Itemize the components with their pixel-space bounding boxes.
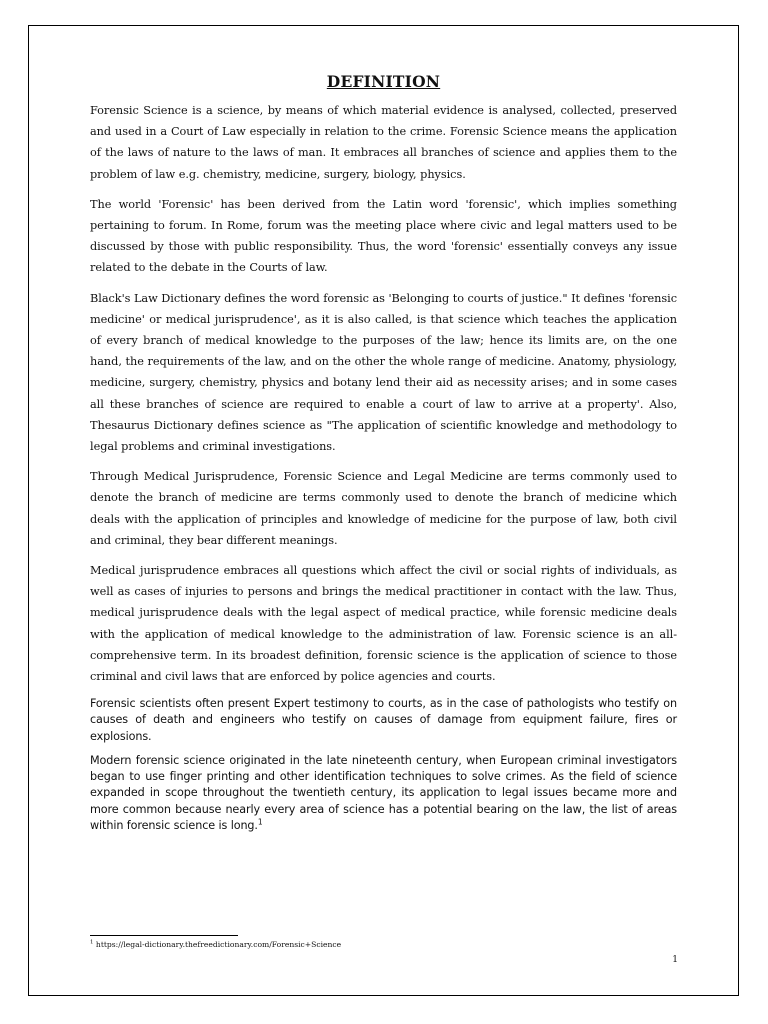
footnote (90, 940, 341, 949)
footnote-marker: 1 (90, 939, 94, 946)
page-number: 1 (672, 955, 678, 965)
footnote-reference[interactable]: 1 (257, 816, 263, 826)
footnote-divider (90, 935, 238, 936)
paragraph-6: Forensic scientists often present Expert testimony to courts, as in the case of pathologists who testify on causes of death and engineers who testify on causes of damage from equipment failure, fires or explosions. (90, 697, 677, 743)
paragraph-7 (90, 753, 677, 834)
paragraph-3: Black's Law Dictionary defines the word forensic as 'Belonging to courts of justice." It defines 'forensic medicine' or medical jurisprudence', as it is also called, is that science which teaches the application of every branch of medical knowledge to the purposes of the law; hence its limits are, on the one hand, the requirements of the law, and on the other the whole range of medicine. Anatomy, physiology, medicine, surgery, chemistry, physics and botany lend their aid as necessity arises; and in some cases all these branches of science are required to enable a court of law to arrive at a property'. Also, Thesaurus Dictionary defines science as "The application of scientific knowledge and methodology to legal problems and criminal investigations. (90, 291, 677, 454)
paragraph-5: Medical jurisprudence embraces all questions which affect the civil or social rights of individuals, as well as cases of injuries to persons and brings the medical practitioner in contact with the law. Thus, medical jurisprudence deals with the legal aspect of medical practice, while forensic medicine deals with the application of medical knowledge to the administration of law. Forensic science is an all-comprehensive term. In its broadest definition, forensic science is the application of science to those criminal and civil laws that are enforced by police agencies and courts. (90, 564, 677, 684)
page-title: DEFINITION (326, 72, 441, 91)
paragraph-7-text: Modern forensic science originated in the late nineteenth century, when European criminal investigators began to use finger printing and other identification techniques to solve crimes. As the field of science expanded in scope throughout the twentieth century, its application to legal issues became more and more common because nearly every area of science has a potential bearing on the law, the list of areas within forensic science is long. (90, 753, 677, 832)
footnote-link[interactable]: https://legal-dictionary.thefreedictionary.com/Forensic+Science (95, 940, 342, 949)
paragraph-2: The world 'Forensic' has been derived from the Latin word 'forensic', which implies something pertaining to forum. In Rome, forum was the meeting place where civic and legal matters used to be discussed by those with public responsibility. Thus, the word 'forensic' essentially conveys any issue related to the debate in the Courts of law. (90, 197, 677, 275)
paragraph-1: Forensic Science is a science, by means of which material evidence is analysed, collected, preserved and used in a Court of Law especially in relation to the crime. Forensic Science means the application of the laws of nature to the laws of man. It embraces all branches of science and applies them to the problem of law e.g. chemistry, medicine, surgery, biology, physics. (90, 104, 677, 181)
paragraph-4: Through Medical Jurisprudence, Forensic Science and Legal Medicine are terms commonly used to denote the branch of medicine are terms commonly used to denote the branch of medicine which deals with the application of principles and knowledge of medicine for the purpose of law, both civil and criminal, they bear different meanings. (90, 470, 677, 547)
document-body (90, 72, 677, 842)
